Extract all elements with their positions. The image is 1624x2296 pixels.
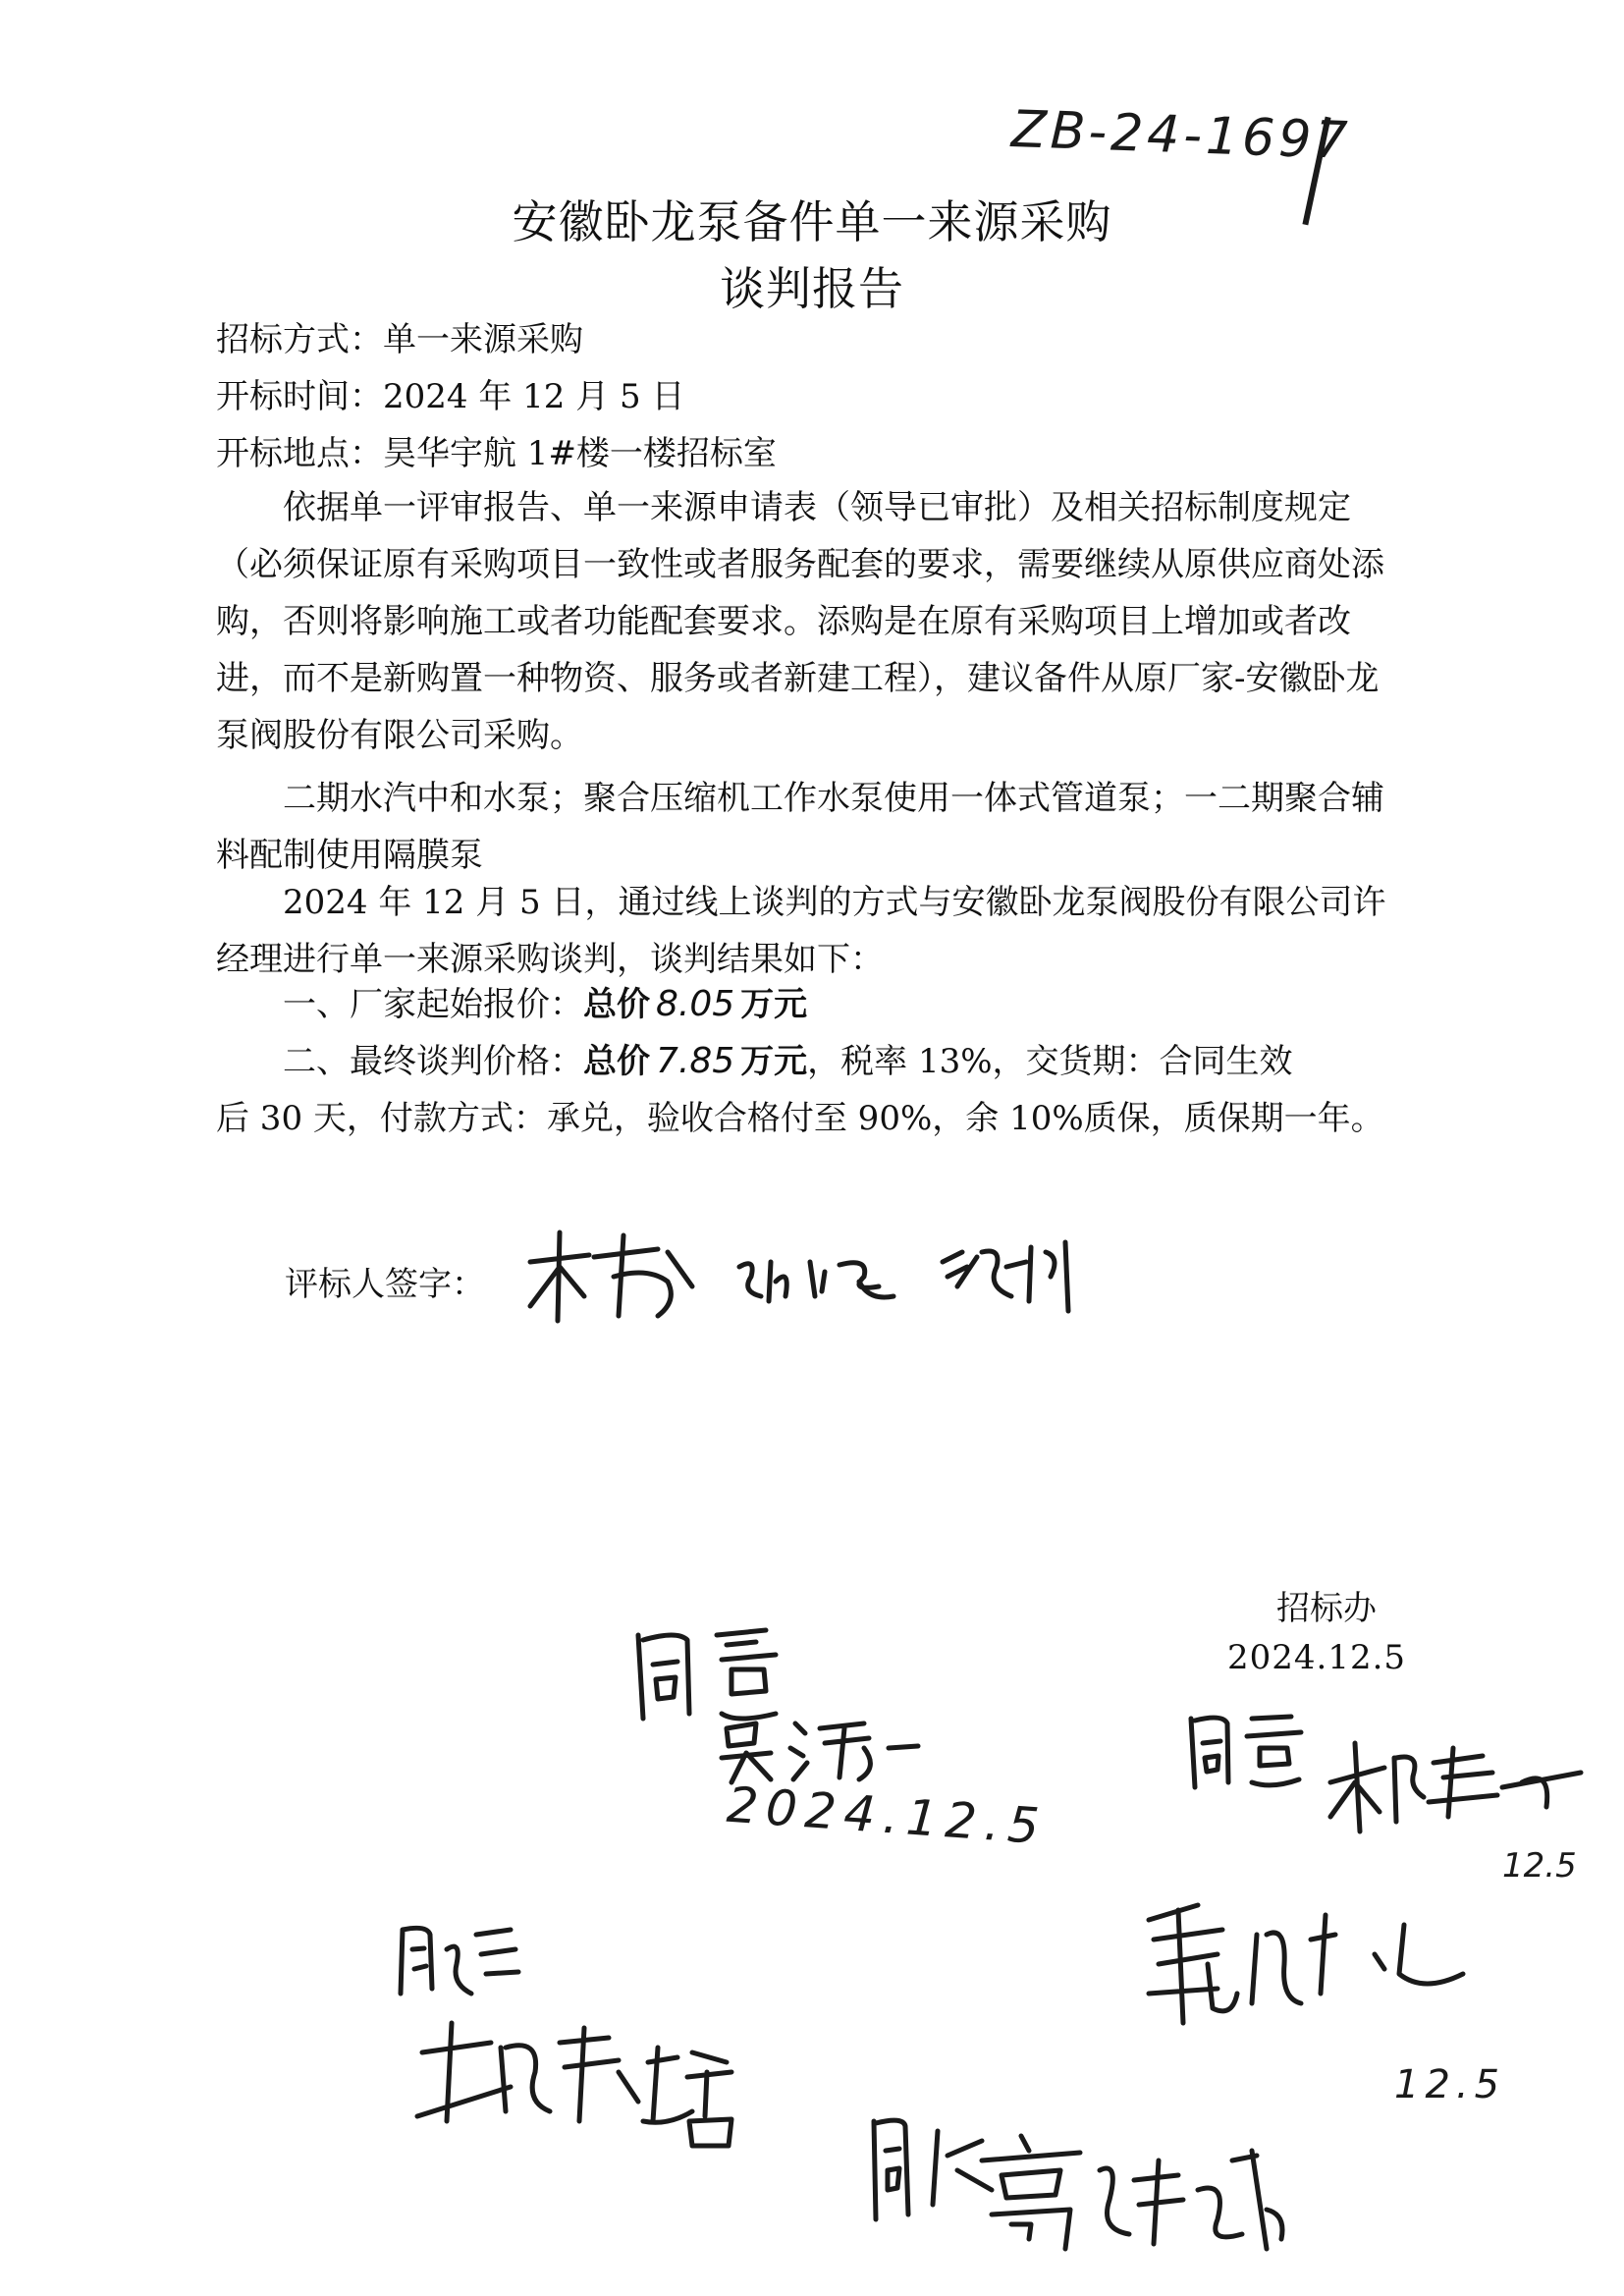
basis-paragraph — [216, 479, 1394, 764]
negotiation-rest: 司许经理进行单一来源采购谈判，谈判结果如下： — [216, 883, 1386, 979]
evaluator-signature-label: 评标人签字： — [285, 1265, 485, 1304]
approval-4-date: 12.5 — [1394, 2062, 1506, 2107]
document-title: 安徽卧龙泵备件单一来源采购 — [512, 195, 1112, 248]
tender-office-date: 2024.12.5 — [1227, 1638, 1407, 1677]
pumps-first-line: 二期水汽中和水泵；聚合压缩机工作水泵使用一体式管道泵；一二 — [283, 779, 1251, 818]
approval-2-note — [1183, 1709, 1311, 1792]
final-price-value: 7.85 — [656, 1041, 735, 1081]
bid-opening-time: 开标时间：2024 年 12 月 5 日 — [216, 377, 685, 416]
final-price-label: 二、最终谈判价格： — [283, 1042, 583, 1081]
approval-2-signer — [1326, 1728, 1591, 1836]
evaluator-signature-1 — [520, 1228, 707, 1326]
evaluator-signature-3 — [933, 1237, 1080, 1316]
initial-quote-label: 一、厂家起始报价： — [283, 985, 583, 1024]
initial-quote — [283, 976, 807, 1033]
initial-quote-unit: 万元 — [740, 985, 808, 1024]
evaluator-signature-2 — [731, 1247, 908, 1316]
basis-first-line: 依据单一评审报告、单一来源申请表（领导已审批）及相关招标制 — [283, 488, 1251, 527]
approval-3-note — [393, 1915, 540, 2013]
final-price — [283, 1033, 1293, 1090]
document-subtitle: 谈判报告 — [720, 262, 904, 315]
initial-quote-value: 8.05 — [656, 984, 735, 1024]
approval-4-signer — [1139, 1895, 1473, 2033]
bid-opening-place: 开标地点：昊华宇航 1#楼一楼招标室 — [216, 434, 777, 473]
approval-1-signer — [717, 1709, 923, 1787]
tender-office: 招标办 — [1276, 1589, 1377, 1628]
pumps-rest: 期聚合辅料配制使用隔膜泵 — [216, 779, 1384, 875]
final-price-terms: ，税率 13%，交货期：合同生效 — [807, 1042, 1293, 1081]
pumps-paragraph — [216, 770, 1394, 884]
initial-quote-total-label: 总价 — [583, 985, 650, 1024]
final-price-total-label: 总价 — [583, 1042, 650, 1081]
approval-5-signer — [972, 2121, 1286, 2259]
final-price-terms-continued: 后 30 天，付款方式：承兑，验收合格付至 90%，余 10%质保，质保期一年。 — [216, 1099, 1384, 1138]
approval-1-date: 2024.12.5 — [725, 1776, 1050, 1856]
approval-3-mark — [677, 2043, 746, 2151]
reference-number: ZB-24-1697 — [1010, 99, 1353, 172]
final-price-unit: 万元 — [740, 1042, 808, 1081]
negotiation-first-line: 2024 年 12 月 5 日，通过线上谈判的方式与安徽卧龙泵阀股份有限公 — [283, 883, 1320, 922]
basis-rest: 度规定（必须保证原有采购项目一致性或者服务配套的要求，需要继续从原供应商处添购，否则将影响施工或者功能配套要求。添购是在原有采购项目上增加或者改进，而不是新购置一种物资、服务或者新建工程），建议备件从原厂家-安徽卧龙泵阀股份有限公司采购。 — [216, 488, 1384, 755]
negotiation-paragraph — [216, 874, 1394, 988]
bid-method: 招标方式：单一来源采购 — [216, 320, 583, 359]
approval-2-date: 12.5 — [1502, 1846, 1577, 1886]
